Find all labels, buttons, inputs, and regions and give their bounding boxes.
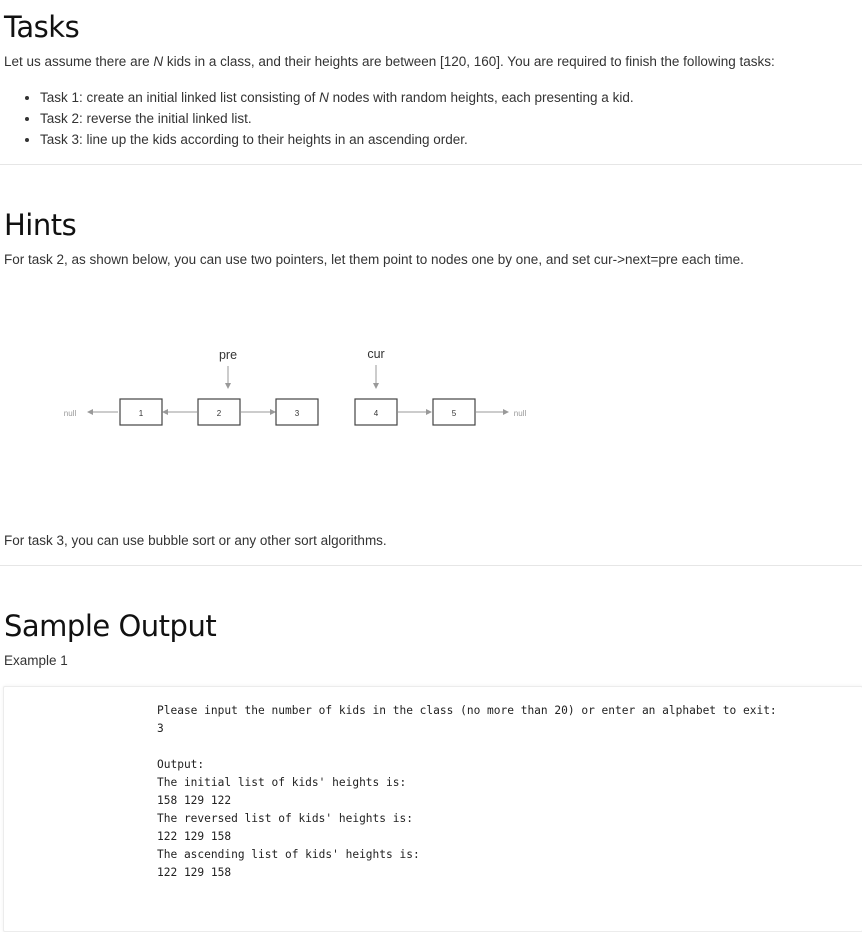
task3-hint: For task 3, you can use bubble sort or any other sort algorithms. bbox=[4, 533, 387, 548]
tasks-intro bbox=[4, 54, 775, 69]
task2-hint: For task 2, as shown below, you can use two pointers, let them point to nodes one by one, and set cur->next=pre each time. bbox=[4, 252, 744, 267]
task-item-1 bbox=[40, 90, 634, 111]
intro-text-1: Let us assume there are bbox=[4, 54, 154, 69]
null-right-label: null bbox=[513, 409, 527, 418]
task-item-text: nodes with random heights, each presenting a kid. bbox=[328, 90, 634, 105]
task-item-text: Task 1: create an initial linked list consisting of bbox=[40, 90, 320, 105]
example-label: Example 1 bbox=[4, 653, 68, 668]
code-line: The reversed list of kids' heights is: bbox=[157, 812, 413, 825]
sample-output-heading: Sample Output bbox=[4, 609, 217, 643]
code-line: Output: bbox=[157, 758, 205, 771]
intro-text-2: kids in a class, and their heights are between [120, 160]. You are required to finish the following tasks: bbox=[163, 54, 775, 69]
code-line: The ascending list of kids' heights is: bbox=[157, 848, 420, 861]
task-item-em: N bbox=[319, 90, 329, 105]
code-line: 158 129 122 bbox=[157, 794, 232, 807]
code-line: Please input the number of kids in the class (no more than 20) or enter an alphabet to exit: bbox=[157, 704, 777, 717]
cur-pointer-label: cur bbox=[367, 347, 385, 361]
code-line: 3 bbox=[157, 722, 164, 735]
pre-pointer-label: pre bbox=[218, 348, 238, 362]
task-item-text: Task 2: reverse the initial linked list. bbox=[40, 111, 252, 126]
hints-heading: Hints bbox=[4, 208, 77, 242]
task-item-3 bbox=[40, 132, 634, 153]
node-label-4: 4 bbox=[373, 409, 379, 418]
task-list bbox=[22, 90, 634, 153]
task-item-text: Task 3: line up the kids according to their heights in an ascending order. bbox=[40, 132, 468, 147]
code-line: 122 129 158 bbox=[157, 830, 232, 843]
code-block bbox=[3, 686, 862, 932]
node-label-1: 1 bbox=[138, 409, 144, 418]
tasks-heading: Tasks bbox=[4, 10, 80, 44]
code-content bbox=[157, 702, 777, 882]
intro-n: N bbox=[153, 54, 164, 69]
node-label-5: 5 bbox=[451, 409, 457, 418]
null-left-label: null bbox=[63, 409, 77, 418]
task-item-2 bbox=[40, 111, 634, 132]
section-divider bbox=[0, 565, 862, 566]
section-divider bbox=[0, 164, 862, 165]
node-label-3: 3 bbox=[294, 409, 300, 418]
code-line: 122 129 158 bbox=[157, 866, 232, 879]
linked-list-diagram bbox=[0, 330, 600, 450]
node-label-2: 2 bbox=[216, 409, 222, 418]
code-line: The initial list of kids' heights is: bbox=[157, 776, 407, 789]
